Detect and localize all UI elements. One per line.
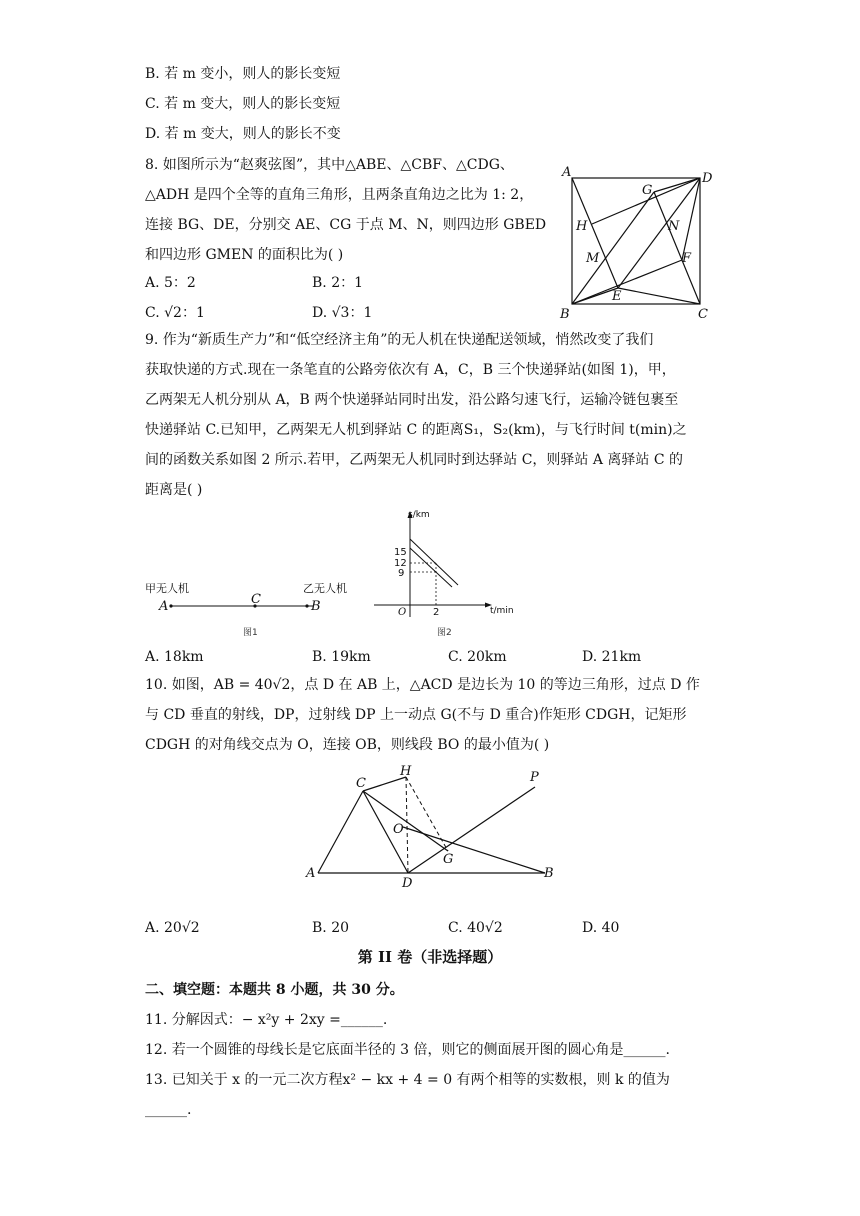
line-gd bbox=[654, 178, 700, 192]
q9-figure-1 bbox=[145, 575, 365, 640]
ray-dp bbox=[408, 787, 535, 873]
q9-line-5: 间的函数关系如图 2 所示.若甲，乙两架无人机同时到达驿站 C，则驿站 A 离驿站 C 的 bbox=[145, 452, 684, 468]
fig1-caption: 图1 bbox=[243, 628, 258, 638]
fig8-label-n: N bbox=[668, 219, 680, 234]
q7-option-c: C. 若 m 变大，则人的影长变短 bbox=[145, 96, 341, 112]
q9-option-b: B. 19km bbox=[312, 649, 371, 665]
q10-line-3: CDGH 的对角线交点为 O，连接 OB，则线段 BO 的最小值为( ) bbox=[145, 737, 550, 753]
q9-figure-2 bbox=[370, 505, 530, 640]
fig8-label-e: E bbox=[612, 289, 622, 304]
fig2-origin: O bbox=[398, 607, 407, 618]
q9-option-a: A. 18km bbox=[145, 649, 204, 665]
q9-option-d: D. 21km bbox=[582, 649, 642, 665]
q10-figure bbox=[300, 765, 570, 890]
fig10-label-h: H bbox=[400, 765, 412, 779]
q8-line-2: △ADH 是四个全等的直角三角形，且两条直角边之比为 1: 2， bbox=[145, 187, 534, 203]
fig2-line-s2 bbox=[410, 548, 452, 587]
q8-option-a: A. 5：2 bbox=[145, 275, 196, 291]
fig2-tick-9: 9 bbox=[398, 568, 405, 579]
q8-line-4: 和四边形 GMEN 的面积比为( ) bbox=[145, 247, 344, 263]
fig2-y-label: s/km bbox=[408, 510, 430, 520]
q8-option-c: C. √2：1 bbox=[145, 305, 205, 321]
fig10-label-c: C bbox=[356, 776, 366, 791]
segment-ch bbox=[363, 777, 406, 791]
fig8-label-g: G bbox=[642, 183, 653, 198]
zhao-shuang-figure bbox=[558, 162, 718, 320]
fig2-x-label: t/min bbox=[490, 606, 514, 616]
fig1-point-a bbox=[169, 604, 172, 607]
fig2-tick-12: 12 bbox=[394, 558, 407, 569]
q9-line-2: 获取快递的方式.现在一条笔直的公路旁依次有 A，C，B 三个快递驿站(如图 1)，甲， bbox=[145, 362, 676, 378]
fig8-label-c: C bbox=[698, 307, 708, 320]
segment-hg bbox=[406, 777, 448, 851]
fig8-label-a: A bbox=[562, 165, 572, 180]
fig10-label-g: G bbox=[443, 852, 454, 867]
q10-option-b: B. 20 bbox=[312, 920, 350, 936]
fig1-point-b bbox=[305, 604, 308, 607]
q8-option-b: B. 2：1 bbox=[312, 275, 364, 291]
q10-option-a: A. 20√2 bbox=[145, 920, 200, 936]
q9-option-c: C. 20km bbox=[448, 649, 507, 665]
segment-hd bbox=[406, 777, 408, 873]
q11-text: 11. 分解因式：− x²y + 2xy =______. bbox=[145, 1012, 388, 1028]
line-ec bbox=[618, 288, 700, 304]
fig10-label-p: P bbox=[530, 770, 539, 785]
q7-option-b: B. 若 m 变小，则人的影长变短 bbox=[145, 66, 341, 82]
q10-line-1: 10. 如图，AB = 40√2，点 D 在 AB 上，△ACD 是边长为 10 的等边三角形，过点 D 作 bbox=[145, 677, 700, 693]
q9-line-1: 9. 作为“新质生产力”和“低空经济主角”的无人机在快递配送领域，悄然改变了我们 bbox=[145, 332, 654, 348]
fig2-tick-2: 2 bbox=[433, 607, 440, 618]
fig1-label-b: B bbox=[311, 599, 321, 614]
section2-heading: 二、填空题：本题共 8 小题，共 30 分。 bbox=[145, 982, 404, 998]
fig2-tick-15: 15 bbox=[394, 547, 407, 558]
fig8-label-b: B bbox=[560, 307, 570, 320]
fig10-label-o: O bbox=[393, 822, 404, 837]
q13-line-2: ______. bbox=[145, 1102, 192, 1118]
q8-line-1: 8. 如图所示为“赵爽弦图”，其中△ABE、△CBF、△CDG、 bbox=[145, 157, 514, 173]
q10-option-d: D. 40 bbox=[582, 920, 620, 936]
fig1-right-label: 乙无人机 bbox=[303, 582, 347, 595]
q9-line-6: 距离是( ) bbox=[145, 482, 203, 498]
q9-line-4: 快递驿站 C.已知甲，乙两架无人机到驿站 C 的距离S₁，S₂(km)，与飞行时间 t(min)之 bbox=[145, 422, 687, 438]
q10-option-c: C. 40√2 bbox=[448, 920, 503, 936]
segment-ac bbox=[318, 791, 363, 873]
q13-line-1: 13. 已知关于 x 的一元二次方程x² − kx + 4 = 0 有两个相等的实数根，则 k 的值为 bbox=[145, 1072, 670, 1088]
fig10-label-d: D bbox=[402, 876, 413, 890]
fig1-left-label: 甲无人机 bbox=[145, 582, 189, 595]
fig1-label-a: A bbox=[159, 599, 169, 614]
q7-option-d: D. 若 m 变大，则人的影长不变 bbox=[145, 126, 341, 142]
outer-square bbox=[572, 178, 700, 304]
fig1-label-c: C bbox=[251, 592, 261, 607]
fig8-label-f: F bbox=[682, 251, 692, 266]
fig10-label-b: B bbox=[544, 866, 554, 881]
q12-text: 12. 若一个圆锥的母线长是它底面半径的 3 倍，则它的侧面展开图的圆心角是______. bbox=[145, 1042, 670, 1058]
q8-option-d: D. √3：1 bbox=[312, 305, 373, 321]
segment-ob bbox=[403, 827, 545, 873]
q9-line-3: 乙两架无人机分别从 A，B 两个快递驿站同时出发，沿公路匀速飞行，运输冷链包裹至 bbox=[145, 392, 679, 408]
fig2-line-s1 bbox=[410, 539, 458, 585]
fig8-label-d: D bbox=[702, 171, 713, 186]
q8-line-3: 连接 BG、DE，分别交 AE、CG 于点 M、N，则四边形 GBED bbox=[145, 217, 547, 233]
part2-title: 第 II 卷（非选择题） bbox=[357, 948, 503, 966]
segment-cg bbox=[363, 791, 448, 851]
fig2-caption: 图2 bbox=[437, 628, 452, 638]
q10-line-2: 与 CD 垂直的射线，DP，过射线 DP 上一动点 G(不与 D 重合)作矩形 CDGH，记矩形 bbox=[145, 707, 687, 723]
fig10-label-a: A bbox=[306, 866, 316, 881]
fig8-label-h: H bbox=[576, 219, 588, 234]
fig8-label-m: M bbox=[586, 251, 600, 266]
